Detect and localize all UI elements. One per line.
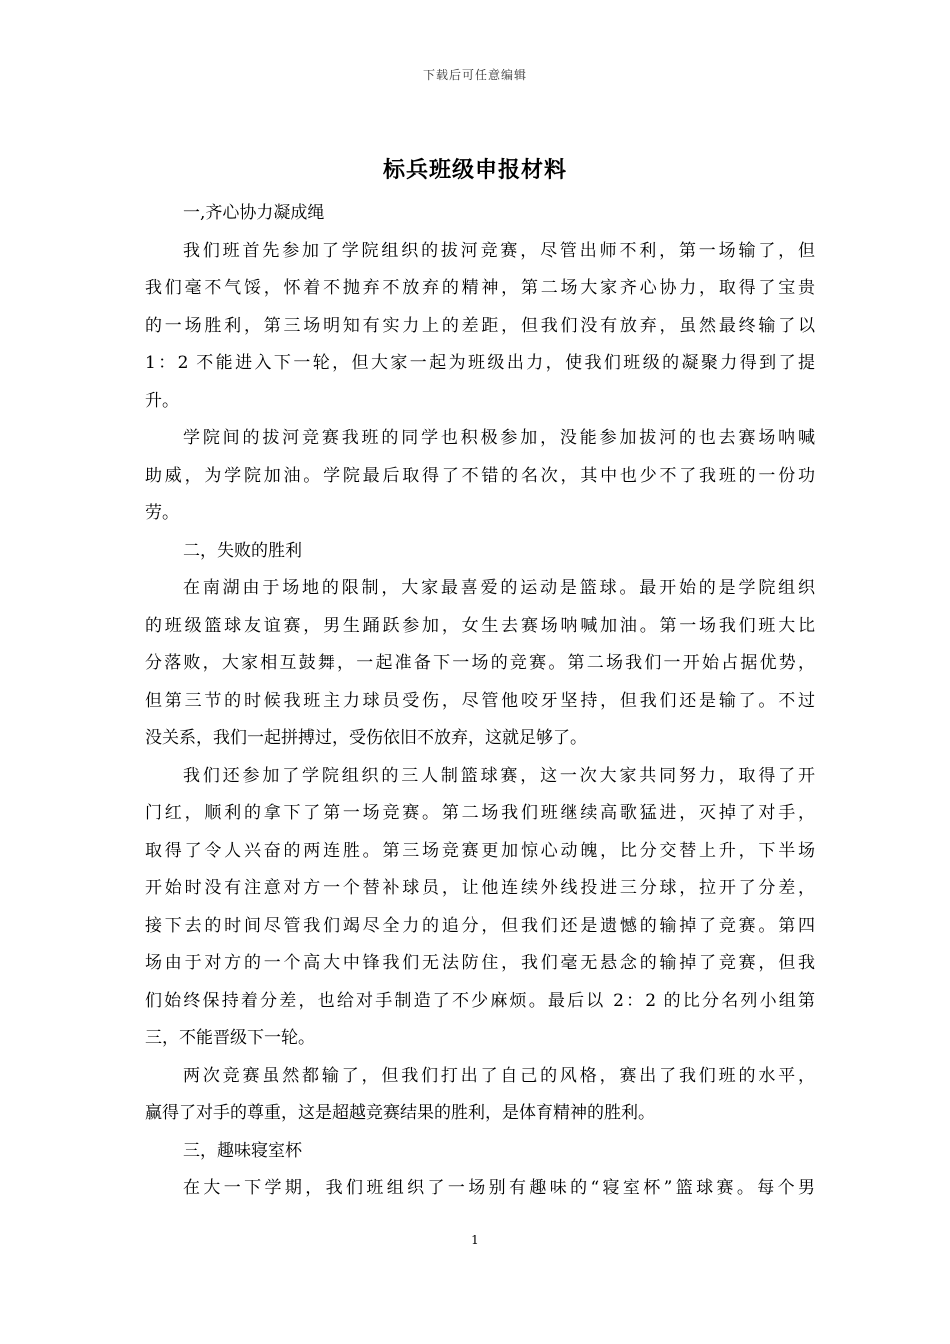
text-line: 接下去的时间尽管我们竭尽全力的追分，但我们还是遗憾的输掉了竞赛。第四 [145, 915, 815, 936]
text-line: 1：2 不能进入下一轮，但大家一起为班级出力，使我们班级的凝聚力得到了提 [145, 353, 815, 373]
page-header-note: 下载后可任意编辑 [422, 68, 527, 82]
text-line: 门红，顺利的拿下了第一场竞赛。第二场我们班继续高歌猛进，灭掉了对手， [145, 803, 815, 823]
text-line: 我们毫不气馁，怀着不抛弃不放弃的精神，第二场大家齐心协力，取得了宝贵 [145, 278, 815, 298]
document-title: 标兵班级申报材料 [382, 157, 567, 183]
text-line: 我们还参加了学院组织的三人制篮球赛，这一次大家共同努力，取得了开 [183, 765, 815, 786]
text-line: 开始时没有注意对方一个替补球员，让他连续外线投进三分球，拉开了分差， [145, 878, 815, 898]
text-line: 取得了令人兴奋的两连胜。第三场竞赛更加惊心动魄，比分交替上升，下半场 [145, 840, 815, 861]
text-line: 在大一下学期，我们班组织了一场别有趣味的“寝室杯”篮球赛。每个男 [183, 1178, 815, 1198]
text-line: 在南湖由于场地的限制，大家最喜爱的运动是篮球。最开始的是学院组织 [183, 578, 815, 598]
text-line: 学院间的拔河竞赛我班的同学也积极参加，没能参加拔河的也去赛场呐喊 [183, 428, 815, 448]
text-line: 三，不能晋级下一轮。 [145, 1028, 315, 1048]
text-line: 们始终保持着分差，也给对手制造了不少麻烦。最后以 2：2 的比分名列小组第 [145, 990, 815, 1011]
text-line: 但第三节的时候我班主力球员受伤，尽管他咬牙坚持，但我们还是输了。不过 [145, 690, 815, 711]
text-line: 升。 [145, 390, 179, 411]
page-number: 1 [471, 1233, 479, 1247]
text-line: 场由于对方的一个高大中锋我们无法防住，我们毫无悬念的输掉了竞赛，但我 [145, 953, 815, 973]
text-line: 助威，为学院加油。学院最后取得了不错的名次，其中也少不了我班的一份功 [145, 465, 815, 486]
text-line: 二，失败的胜利 [183, 540, 302, 561]
text-line: 两次竞赛虽然都输了，但我们打出了自己的风格，赛出了我们班的水平， [183, 1065, 815, 1086]
text-line: 的一场胜利，第三场明知有实力上的差距，但我们没有放弃，虽然最终输了以 [145, 315, 815, 336]
text-line: 一,齐心协力凝成绳 [183, 203, 325, 223]
document-body [145, 195, 815, 1208]
text-line: 的班级篮球友谊赛，男生踊跃参加，女生去赛场呐喊加油。第一场我们班大比 [145, 615, 815, 636]
text-line: 劳。 [145, 503, 179, 523]
text-line: 赢得了对手的尊重，这是超越竞赛结果的胜利，是体育精神的胜利。 [145, 1103, 655, 1123]
text-line: 分落败，大家相互鼓舞，一起准备下一场的竞赛。第二场我们一开始占据优势， [145, 653, 815, 673]
text-line: 没关系，我们一起拼搏过，受伤依旧不放弃，这就足够了。 [145, 728, 587, 748]
text-line: 我们班首先参加了学院组织的拔河竞赛，尽管出师不利，第一场输了，但 [183, 240, 815, 261]
text-line: 三，趣味寝室杯 [183, 1140, 302, 1161]
